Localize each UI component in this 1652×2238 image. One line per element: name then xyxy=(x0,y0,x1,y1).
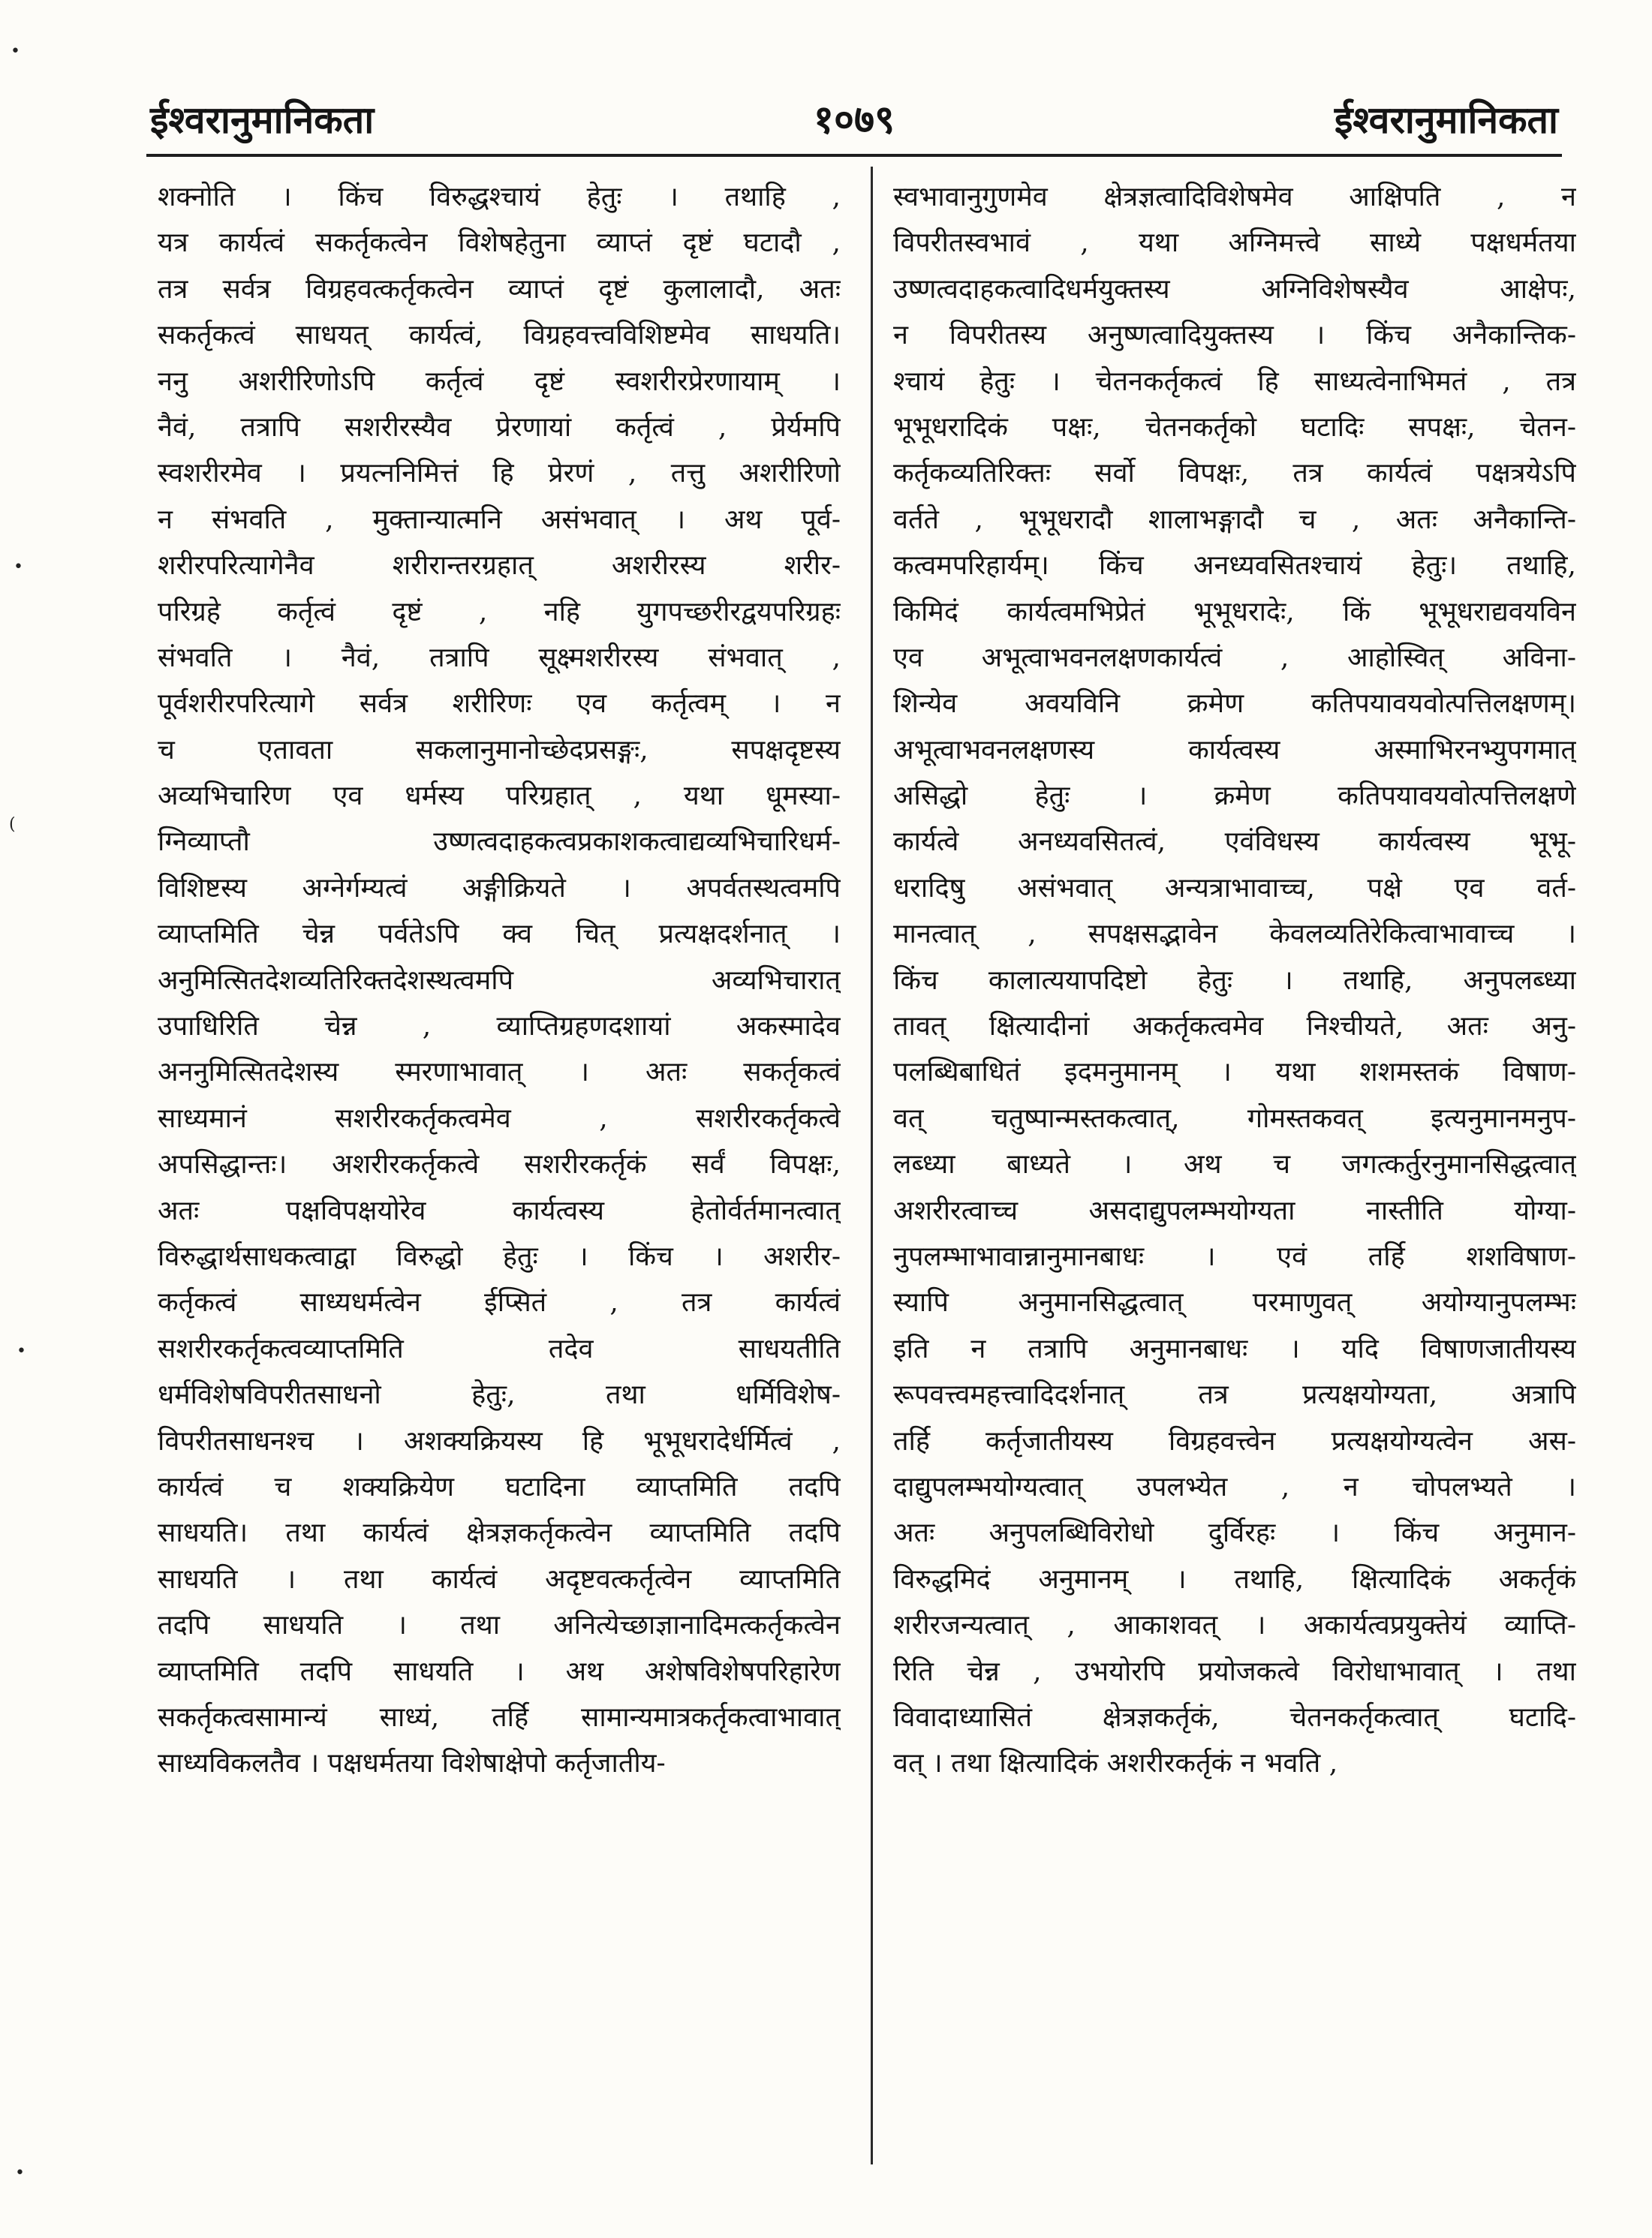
text-line: स्यापि अनुमानसिद्धत्वात् परमाणुवत् अयोग्यानुपलम्भः xyxy=(893,1287,1576,1319)
text-line: किंच कालात्ययापदिष्टो हेतुः । तथाहि, अनुपलब्ध्या xyxy=(893,964,1576,996)
text-line: सकर्तृकत्वं साधयत् कार्यत्वं, विग्रहवत्त्वविशिष्टमेव साधयति। xyxy=(158,320,841,351)
text-line: रिति चेन्न , उभयोरपि प्रयोजकत्वे विरोधाभावात् । तथा xyxy=(893,1656,1576,1687)
text-line: साध्यविकलतैव । पक्षधर्मतया विशेषाक्षेपो कर्तृजातीय- xyxy=(158,1748,666,1779)
text-line: साधयति। तथा कार्यत्वं क्षेत्रज्ञकर्तृकत्वेन व्याप्तमिति तदपि xyxy=(158,1518,841,1549)
text-line: ग्निव्याप्तौ उष्णत्वदाहकत्वप्रकाशकत्वाद्यव्यभिचारिधर्म- xyxy=(158,826,841,858)
text-line: लब्ध्या बाध्यते । अथ च जगत्कर्तुरनुमानसिद्धत्वात् xyxy=(893,1149,1576,1181)
text-line: परिग्रहे कर्तृत्वं दृष्टं , नहि युगपच्छरीरद्वयपरिग्रहः xyxy=(158,596,841,627)
margin-mark: ( xyxy=(9,815,16,834)
text-line: नैवं, तत्रापि सशरीरस्यैव प्रेरणायां कर्तृत्वं , प्रेर्यमपि xyxy=(158,411,841,443)
text-line: कर्तृकव्यतिरिक्तः सर्वो विपक्षः, तत्र कार्यत्वं पक्षत्रयेऽपि xyxy=(893,458,1576,489)
text-line: मानत्वात् , सपक्षसद्भावेन केवलव्यतिरेकित्वाभावाच्च । xyxy=(893,919,1576,950)
text-line: सशरीरकर्तृकत्वव्याप्तमिति तदेव साधयतीति xyxy=(158,1333,841,1364)
text-line: तत्र सर्वत्र विग्रहवत्कर्तृकत्वेन व्याप्तं दृष्टं कुलालादौ, अतः xyxy=(158,273,841,305)
text-line: वत् । तथा क्षित्यादिकं अशरीरकर्तृकं न भवति , xyxy=(893,1748,1338,1779)
margin-mark: • xyxy=(14,558,23,576)
text-line: पूर्वशरीरपरित्यागे सर्वत्र शरीरिणः एव कर्तृत्वम् । न xyxy=(158,688,841,720)
left-column xyxy=(158,174,841,1787)
text-line: इति न तत्रापि अनुमानबाधः । यदि विषाणजातीयस्य xyxy=(893,1333,1576,1364)
text-line: स्वशरीरमेव । प्रयत्ननिमित्तं हि प्रेरणं , तत्तु अशरीरिणो xyxy=(158,458,841,489)
text-line: पलब्धिबाधितं इदमनुमानम् । यथा शशमस्तकं विषाण- xyxy=(893,1057,1576,1088)
page-header xyxy=(150,98,1558,150)
text-line: शरीरजन्यत्वात् , आकाशवत् । अकार्यत्वप्रयुक्तेयं व्याप्ति- xyxy=(893,1610,1576,1641)
text-line: व्याप्तमिति चेन्न पर्वतेऽपि क्व चित् प्रत्यक्षदर्शनात् । xyxy=(158,919,841,950)
text-line: च एतावता सकलानुमानोच्छेदप्रसङ्गः, सपक्षदृष्टस्य xyxy=(158,734,841,766)
text-line: यत्र कार्यत्वं सकर्तृकत्वेन विशेषहेतुना व्याप्तं दृष्टं घटादौ , xyxy=(158,227,841,259)
column-divider xyxy=(871,167,873,2164)
text-line: शक्नोति । किंच विरुद्धश्चायं हेतुः । तथाहि , xyxy=(158,182,841,212)
running-title-left: ईश्वरानुमानिकता xyxy=(150,98,375,142)
text-line: विरुद्धार्थसाधकत्वाद्वा विरुद्धो हेतुः । किंच । अशरीर- xyxy=(158,1241,841,1272)
text-line: विशिष्टस्य अग्नेर्गम्यत्वं अङ्गीक्रियते । अपर्वतस्थत्वमपि xyxy=(158,872,841,904)
text-line: उपाधिरिति चेन्न , व्याप्तिग्रहणदशायां अकस्मादेव xyxy=(158,1011,841,1042)
text-line: न संभवति , मुक्तान्यात्मनि असंभवात् । अथ पूर्व- xyxy=(158,504,841,535)
right-column xyxy=(893,174,1576,1787)
text-line: तर्हि कर्तृजातीयस्य विग्रहवत्त्वेन प्रत्यक्षयोग्यत्वेन अस- xyxy=(893,1425,1576,1457)
text-line: विपरीतस्वभावं , यथा अग्निमत्त्वे साध्ये पक्षधर्मतया xyxy=(893,227,1576,259)
text-line: शरीरपरित्यागेनैव शरीरान्तरग्रहात् अशरीरस्य शरीर- xyxy=(158,550,841,582)
text-line: भूभूधरादिकं पक्षः, चेतनकर्तृको घटादिः सपक्षः, चेतन- xyxy=(893,411,1576,443)
text-line: संभवति । नैवं, तत्रापि सूक्ष्मशरीरस्य संभवात् , xyxy=(158,642,841,673)
text-line: तावत् क्षित्यादीनां अकर्तृकत्वमेव निश्चीयते, अतः अनु- xyxy=(893,1011,1576,1042)
text-line: न विपरीतस्य अनुष्णत्वादियुक्तस्य । किंच अनैकान्तिक- xyxy=(893,320,1576,351)
text-line: कार्यत्वं च शक्यक्रियेण घटादिना व्याप्तमिति तदपि xyxy=(158,1471,841,1503)
running-title-right: ईश्वरानुमानिकता xyxy=(1334,98,1558,142)
text-line: अतः पक्षविपक्षयोरेव कार्यत्वस्य हेतोर्वर्तमानत्वात् xyxy=(158,1195,841,1226)
text-line: अभूत्वाभवनलक्षणस्य कार्यत्वस्य अस्माभिरनभ्युपगमात् xyxy=(893,734,1576,766)
text-line: वत् चतुष्पान्मस्तकत्वात्, गोमस्तकवत् इत्यनुमानमनुप- xyxy=(893,1102,1576,1134)
text-line: साधयति । तथा कार्यत्वं अदृष्टवत्कर्तृत्वेन व्याप्तमिति xyxy=(158,1563,841,1595)
text-line: श्चायं हेतुः । चेतनकर्तृकत्वं हि साध्यत्वेनाभिमतं , तत्र xyxy=(893,365,1576,397)
text-line: विरुद्धमिदं अनुमानम् । तथाहि, क्षित्यादिकं अकर्तृकं xyxy=(893,1563,1576,1595)
text-line: दाद्युपलम्भयोग्यत्वात् उपलभ्येत , न चोपलभ्यते । xyxy=(893,1471,1576,1503)
text-line: नुपलम्भाभावान्नानुमानबाधः । एवं तर्हि शशविषाण- xyxy=(893,1241,1576,1272)
text-line: धरादिषु असंभवात् अन्यत्राभावाच्च, पक्षे एव वर्त- xyxy=(893,872,1576,904)
text-line: तदपि साधयति । तथा अनित्येच्छाज्ञानादिमत्कर्तृकत्वेन xyxy=(158,1610,841,1641)
text-line: विवादाध्यासितं क्षेत्रज्ञकर्तृकं, चेतनकर्तृकत्वात् घटादि- xyxy=(893,1701,1576,1733)
text-line: किमिदं कार्यत्वमभिप्रेतं भूभूधरादेः, किं भूभूधराद्यवयविन xyxy=(893,596,1576,627)
text-line: अशरीरत्वाच्च असदाद्युपलम्भयोग्यता नास्तीति योग्या- xyxy=(893,1195,1576,1226)
text-line: धर्मविशेषविपरीतसाधनो हेतुः, तथा धर्मिविशेष- xyxy=(158,1379,841,1411)
text-line: असिद्धो हेतुः । क्रमेण कतिपयावयवोत्पत्तिलक्षणे xyxy=(893,781,1576,812)
text-line: शिन्येव अवयविनि क्रमेण कतिपयावयवोत्पत्तिलक्षणम्। xyxy=(893,688,1576,720)
text-line: व्याप्तमिति तदपि साधयति । अथ अशेषविशेषपरिहारेण xyxy=(158,1656,841,1687)
text-line: रूपवत्त्वमहत्त्वादिदर्शनात् तत्र प्रत्यक्षयोग्यता, अत्रापि xyxy=(893,1379,1576,1411)
text-line: वर्तते , भूभूधरादौ शालाभङ्गादौ च , अतः अनैकान्ति- xyxy=(893,504,1576,535)
text-line: सकर्तृकत्वसामान्यं साध्यं, तर्हि सामान्यमात्रकर्तृकत्वाभावात् xyxy=(158,1701,841,1733)
margin-mark: • xyxy=(17,1342,26,1361)
margin-mark: • xyxy=(15,2164,25,2182)
text-line: अतः अनुपलब्धिविरोधो दुर्विरहः । किंच अनुमान- xyxy=(893,1518,1576,1549)
margin-mark: • xyxy=(11,42,20,61)
text-line: अव्यभिचारिण एव धर्मस्य परिग्रहात् , यथा धूमस्या- xyxy=(158,781,841,812)
text-line: कर्तृकत्वं साध्यधर्मत्वेन ईप्सितं , तत्र कार्यत्वं xyxy=(158,1287,841,1319)
text-line: कत्वमपरिहार्यम्। किंच अनध्यवसितश्चायं हेतुः। तथाहि, xyxy=(893,550,1576,582)
text-line: अनुमित्सितदेशव्यतिरिक्तदेशस्थत्वमपि अव्यभिचारात् xyxy=(158,964,841,996)
text-line: अननुमित्सितदेशस्य स्मरणाभावात् । अतः सकर्तृकत्वं xyxy=(158,1057,841,1088)
text-line: एव अभूत्वाभवनलक्षणकार्यत्वं , आहोस्वित् अविना- xyxy=(893,642,1576,673)
page-number: १०७९ xyxy=(813,97,895,143)
text-line: साध्यमानं सशरीरकर्तृकत्वमेव , सशरीरकर्तृकत्वे xyxy=(158,1102,841,1134)
text-line: कार्यत्वे अनध्यवसितत्वं, एवंविधस्य कार्यत्वस्य भूभू- xyxy=(893,826,1576,858)
header-rule xyxy=(146,154,1562,157)
text-line: उष्णत्वदाहकत्वादिधर्मयुक्तस्य अग्निविशेषस्यैव आक्षेपः, xyxy=(893,273,1576,305)
text-line: स्वभावानुगुणमेव क्षेत्रज्ञत्वादिविशेषमेव आक्षिपति , न xyxy=(893,182,1576,212)
text-line: ननु अशरीरिणोऽपि कर्तृत्वं दृष्टं स्वशरीरप्रेरणायाम् । xyxy=(158,365,841,397)
text-line: विपरीतसाधनश्च । अशक्यक्रियस्य हि भूभूधरादेर्धर्मित्वं , xyxy=(158,1425,841,1457)
text-line: अपसिद्धान्तः। अशरीरकर्तृकत्वे सशरीरकर्तृकं सर्वं विपक्षः, xyxy=(158,1149,841,1181)
